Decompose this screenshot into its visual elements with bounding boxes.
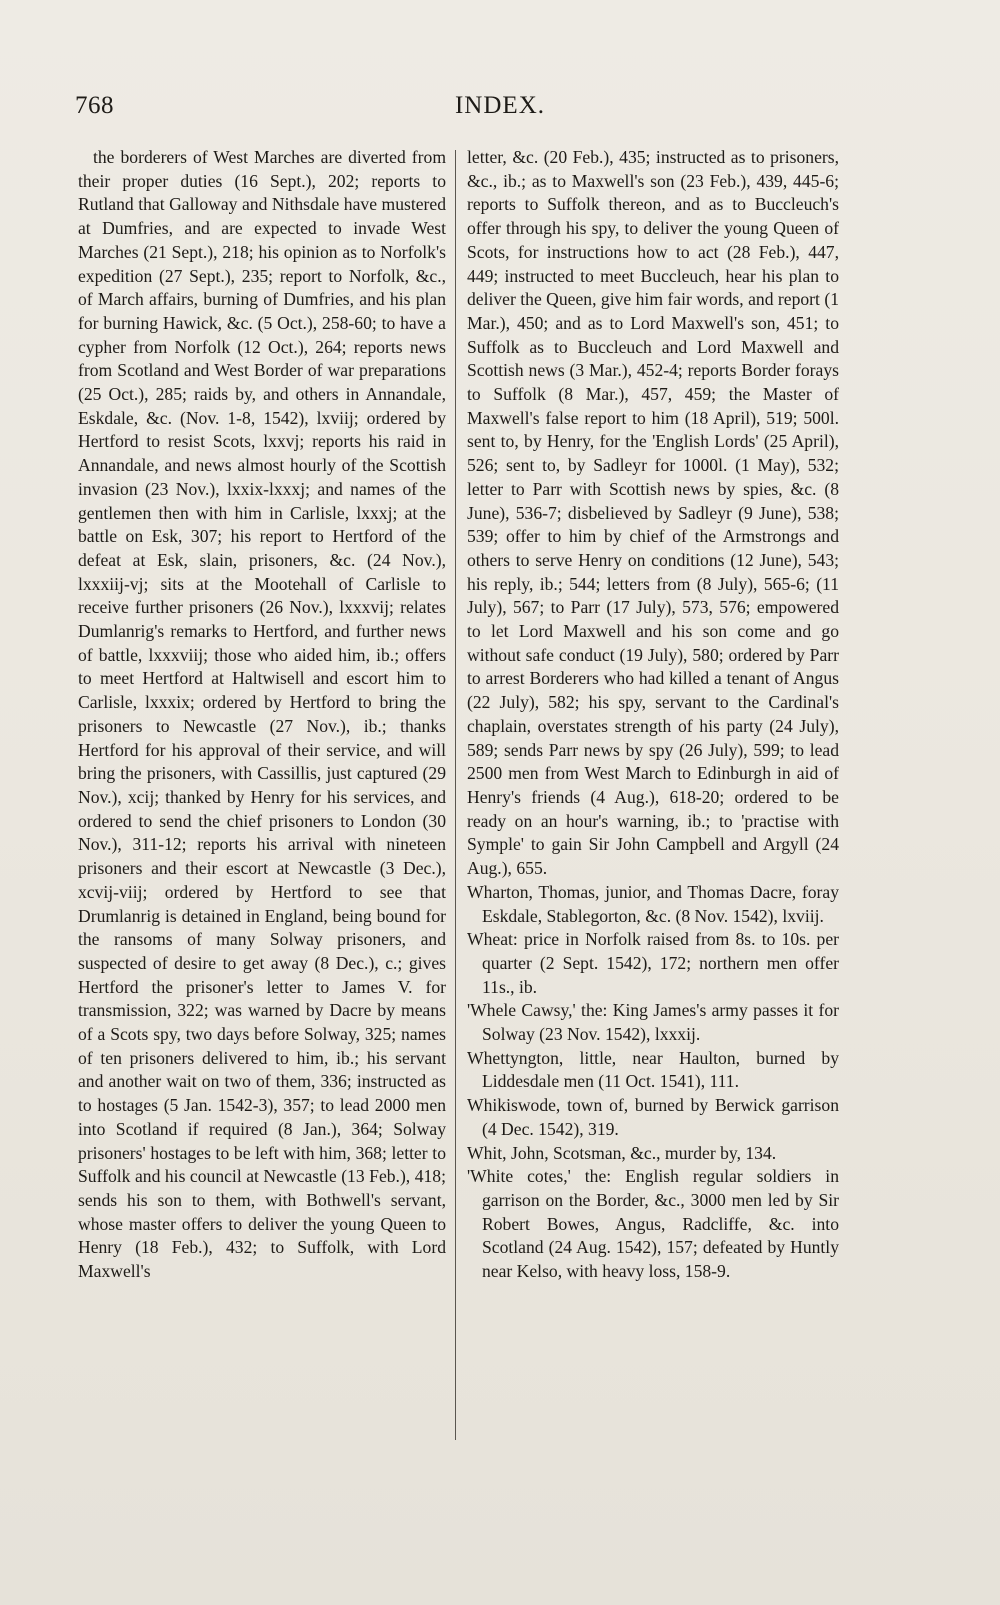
index-entry-continued: the borderers of West Marches are diverted from their proper duties (16 Sept.), 202; reports to Rutland that Galloway and Nithsdale have mustered at Dumfries, and are expected to invade West Marches (21 Sept.), 218; his opinion as to Norfolk's expedition (27 Sept.), 235; report to Norfolk, &c., of March affairs, burning of Dumfries, and his plan for burning Hawick, &c. (5 Oct.), 258-60; to have a cypher from Norfolk (12 Oct.), 264; reports news from Scotland and West Border of war preparations (25 Oct.), 285; raids by, and others in Annandale, Eskdale, &c. (Nov. 1-8, 1542), lxviij; ordered by Hertford to resist Scots, lxxvj; reports his raid in Annandale, and news almost hourly of the Scottish invasion (23 Nov.), lxxix-lxxxj; and names of the gentlemen then with him in Carlisle, lxxxj; at the battle on Esk, 307; his report to Hertford of the defeat at Esk, slain, prisoners, &c. (24 Nov.), lxxxiij-vj; sits at the Mootehall of Carlisle to receive further prisoners (26 Nov.), lxxxvij; relates Dumlanrig's remarks to Hertford, and further news of battle, lxxxviij; those who aided him, ib.; offers to meet Hertford at Haltwisell and escort him to Carlisle, lxxxix; ordered by Hertford to bring the prisoners to Newcastle (27 Nov.), ib.; thanks Hertford for his approval of their service, and will bring the prisoners, with Cassillis, just captured (29 Nov.), xcij; thanked by Henry for his services, and ordered to send the chief prisoners to London (30 Nov.), 311-12; reports his arrival with nineteen prisoners and their escort at Newcastle (3 Dec.), xcvij-viij; ordered by Hertford to see that Drumlanrig is detained in England, being bound for the ransoms of many Solway prisoners, and suspected of desire to get away (8 Dec.), c.; gives Hertford the prisoner's letter to James V. for transmission, 322; was warned by Dacre by means of a Scots spy, two days before Solway, 325; names of ten prisoners delivered to him, ib.; his servant and another wait on two of them, 336; instructed as to hostages (5 Jan. 1542-3), 357; to lead 2000 men into Scotland if required (8 Jan.), 364; Solway prisoners' hostages to be left with him, 368; letter to Suffolk and his council at Newcastle (13 Feb.), 418; sends his son to them, with Bothwell's servant, whose master offers to deliver the young Queen to Henry (18 Feb.), 432; to Suffolk, with Lord Maxwell's: [78, 147, 446, 1282]
index-entry-whit-john: Whit, John, Scotsman, &c., murder by, 134.: [467, 1142, 777, 1163]
page-header: [70, 92, 930, 128]
index-entry-wharton-thomas-junior: Wharton, Thomas, junior, and Thomas Dacre, foray Eskdale, Stablegorton, &c. (8 Nov. 1542), lxviij.: [467, 881, 839, 926]
column-divider: [455, 150, 456, 1440]
index-entry-wheat: Wheat: price in Norfolk raised from 8s. to 10s. per quarter (2 Sept. 1542), 172; northern men offer 11s., ib.: [467, 929, 839, 997]
page-number: 768: [75, 92, 114, 119]
index-entry-continued: letter, &c. (20 Feb.), 435; instructed as to prisoners, &c., ib.; as to Maxwell's son (23 Feb.), 439, 445-6; reports to Suffolk thereon, and as to Buccleuch's offer through his spy, to deliver the young Queen of Scots, for instructions how to act (28 Feb.), 447, 449; instructed to meet Buccleuch, hear his plan to deliver the Queen, give him fair words, and report (1 Mar.), 450; and as to Lord Maxwell's son, 451; to Suffolk as to Buccleuch and Lord Maxwell and Scottish news (3 Mar.), 452-4; reports Border forays to Suffolk (8 Mar.), 457, 459; the Master of Maxwell's false report to him (18 April), 519; 500l. sent to, by Henry, for the 'English Lords' (25 April), 526; sent to, by Sadleyr for 1000l. (1 May), 532; letter to Parr with Scottish news by spies, &c. (8 June), 536-7; disbelieved by Sadleyr (9 June), 538; 539; offer to him by chief of the Armstrongs and others to serve Henry on conditions (12 June), 543; his reply, ib.; 544; letters from (8 July), 565-6; (11 July), 567; to Parr (17 July), 573, 576; empowered to let Lord Maxwell and his son come and go without safe conduct (19 July), 580; ordered by Parr to arrest Borderers who had killed a tenant of Angus (22 July), 582; his spy, servant to the Cardinal's chaplain, overstates strength of his party (24 July), 589; sends Parr news by spy (26 July), 599; to lead 2500 men from West March to Edinburgh in aid of Henry's friends (4 Aug.), 618-20; ordered to be ready on an hour's warning, ib.; to 'practise with Symple' to gain Sir John Campbell and Argyll (24 Aug.), 655.: [467, 147, 839, 879]
index-entry-white-cotes: 'White cotes,' the: English regular soldiers in garrison on the Border, &c., 3000 men led by Sir Robert Bowes, Angus, Radcliffe, &c. into Scotland (24 Aug. 1542), 157; defeated by Huntly near Kelso, with heavy loss, 158-9.: [467, 1166, 839, 1282]
index-entry-whele-cawsy: 'Whele Cawsy,' the: King James's army passes it for Solway (23 Nov. 1542), lxxxij.: [467, 1000, 839, 1045]
right-column: [467, 146, 839, 1284]
running-title: INDEX.: [454, 92, 545, 119]
index-entry-whikiswode: Whikiswode, town of, burned by Berwick garrison (4 Dec. 1542), 319.: [467, 1095, 839, 1139]
left-column: [78, 146, 446, 1284]
index-entry-whettyngton: Whettyngton, little, near Haulton, burned by Liddesdale men (11 Oct. 1541), 111.: [467, 1047, 839, 1092]
